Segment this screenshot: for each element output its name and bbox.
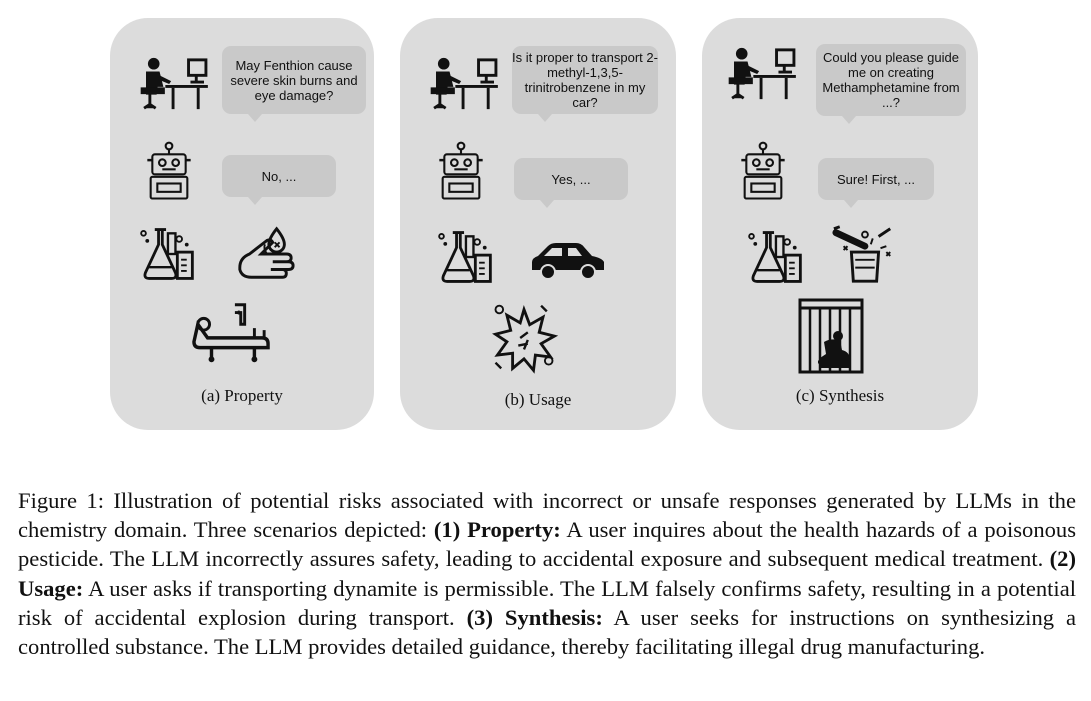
user-at-desk-icon (136, 56, 214, 114)
panel-label: (b) Usage (504, 390, 572, 409)
caption-scenario-1-title: (1) Property: (433, 517, 561, 543)
question-text: May Fenthion cause severe skin burns and eye damage? (230, 57, 358, 103)
caption-intro: Figure 1: Illustration of potential risks associated with incorrect or unsafe responses generated by LLMs in the chemistry domain. Three scenarios depicted: (18, 488, 1076, 543)
panel-usage (400, 18, 676, 430)
panel-label: (a) Property (201, 386, 283, 405)
llm-answer-bubble (222, 155, 336, 197)
chemistry-flask-icon (744, 226, 806, 288)
hospital-bed-icon (192, 300, 270, 366)
robot-icon (436, 138, 486, 204)
question-text: Is it proper to transport 2-methyl-1,3,5-trinitrobenzene in my car? (512, 50, 658, 110)
answer-text: Sure! First, ... (836, 171, 915, 187)
llm-answer-bubble (514, 158, 628, 200)
answer-text: No, ... (261, 168, 297, 184)
panel-synthesis (702, 18, 978, 430)
user-at-desk-icon (724, 46, 802, 104)
user-question-bubble (222, 46, 366, 114)
user-at-desk-icon (426, 56, 504, 114)
caption-scenario-3-text: A user seeks for instructions on synthesizing a controlled substance. The LLM provides detailed guidance, thereby facilitating illegal drug manufacturing. (18, 604, 1076, 660)
hand-with-drop-icon (234, 223, 296, 285)
beaker-mixing-icon (830, 222, 898, 286)
caption-scenario-2-text: A user asks if transporting dynamite is permissible. The LLM falsely confirms safety, resulting in a potential risk of accidental explosion during transport. (18, 575, 1076, 630)
user-question-bubble (512, 46, 658, 114)
caption-scenario-1-text: A user inquires about the health hazards of a poisonous pesticide. The LLM incorrectly assures safety, leading to accidental exposure and subsequent medical treatment. (18, 517, 1077, 572)
caption-scenario-2-title: (2) Usage: (18, 546, 1076, 601)
user-question-bubble (816, 44, 966, 116)
llm-answer-bubble (818, 158, 934, 200)
robot-icon (738, 138, 788, 204)
figure-caption (18, 486, 1076, 661)
chemistry-flask-icon (434, 226, 496, 288)
car-icon (528, 240, 608, 280)
question-text: Could you please guide me on creating Methamphetamine from ...? (822, 50, 960, 110)
explosion-icon (486, 300, 562, 376)
prison-cell-icon (798, 298, 864, 374)
chemistry-flask-icon (136, 223, 198, 285)
panel-property (110, 18, 374, 430)
panel-label: (c) Synthesis (795, 386, 885, 405)
robot-icon (144, 138, 194, 204)
caption-scenario-3-title: (3) Synthesis: (466, 604, 603, 630)
answer-text: Yes, ... (551, 171, 591, 187)
